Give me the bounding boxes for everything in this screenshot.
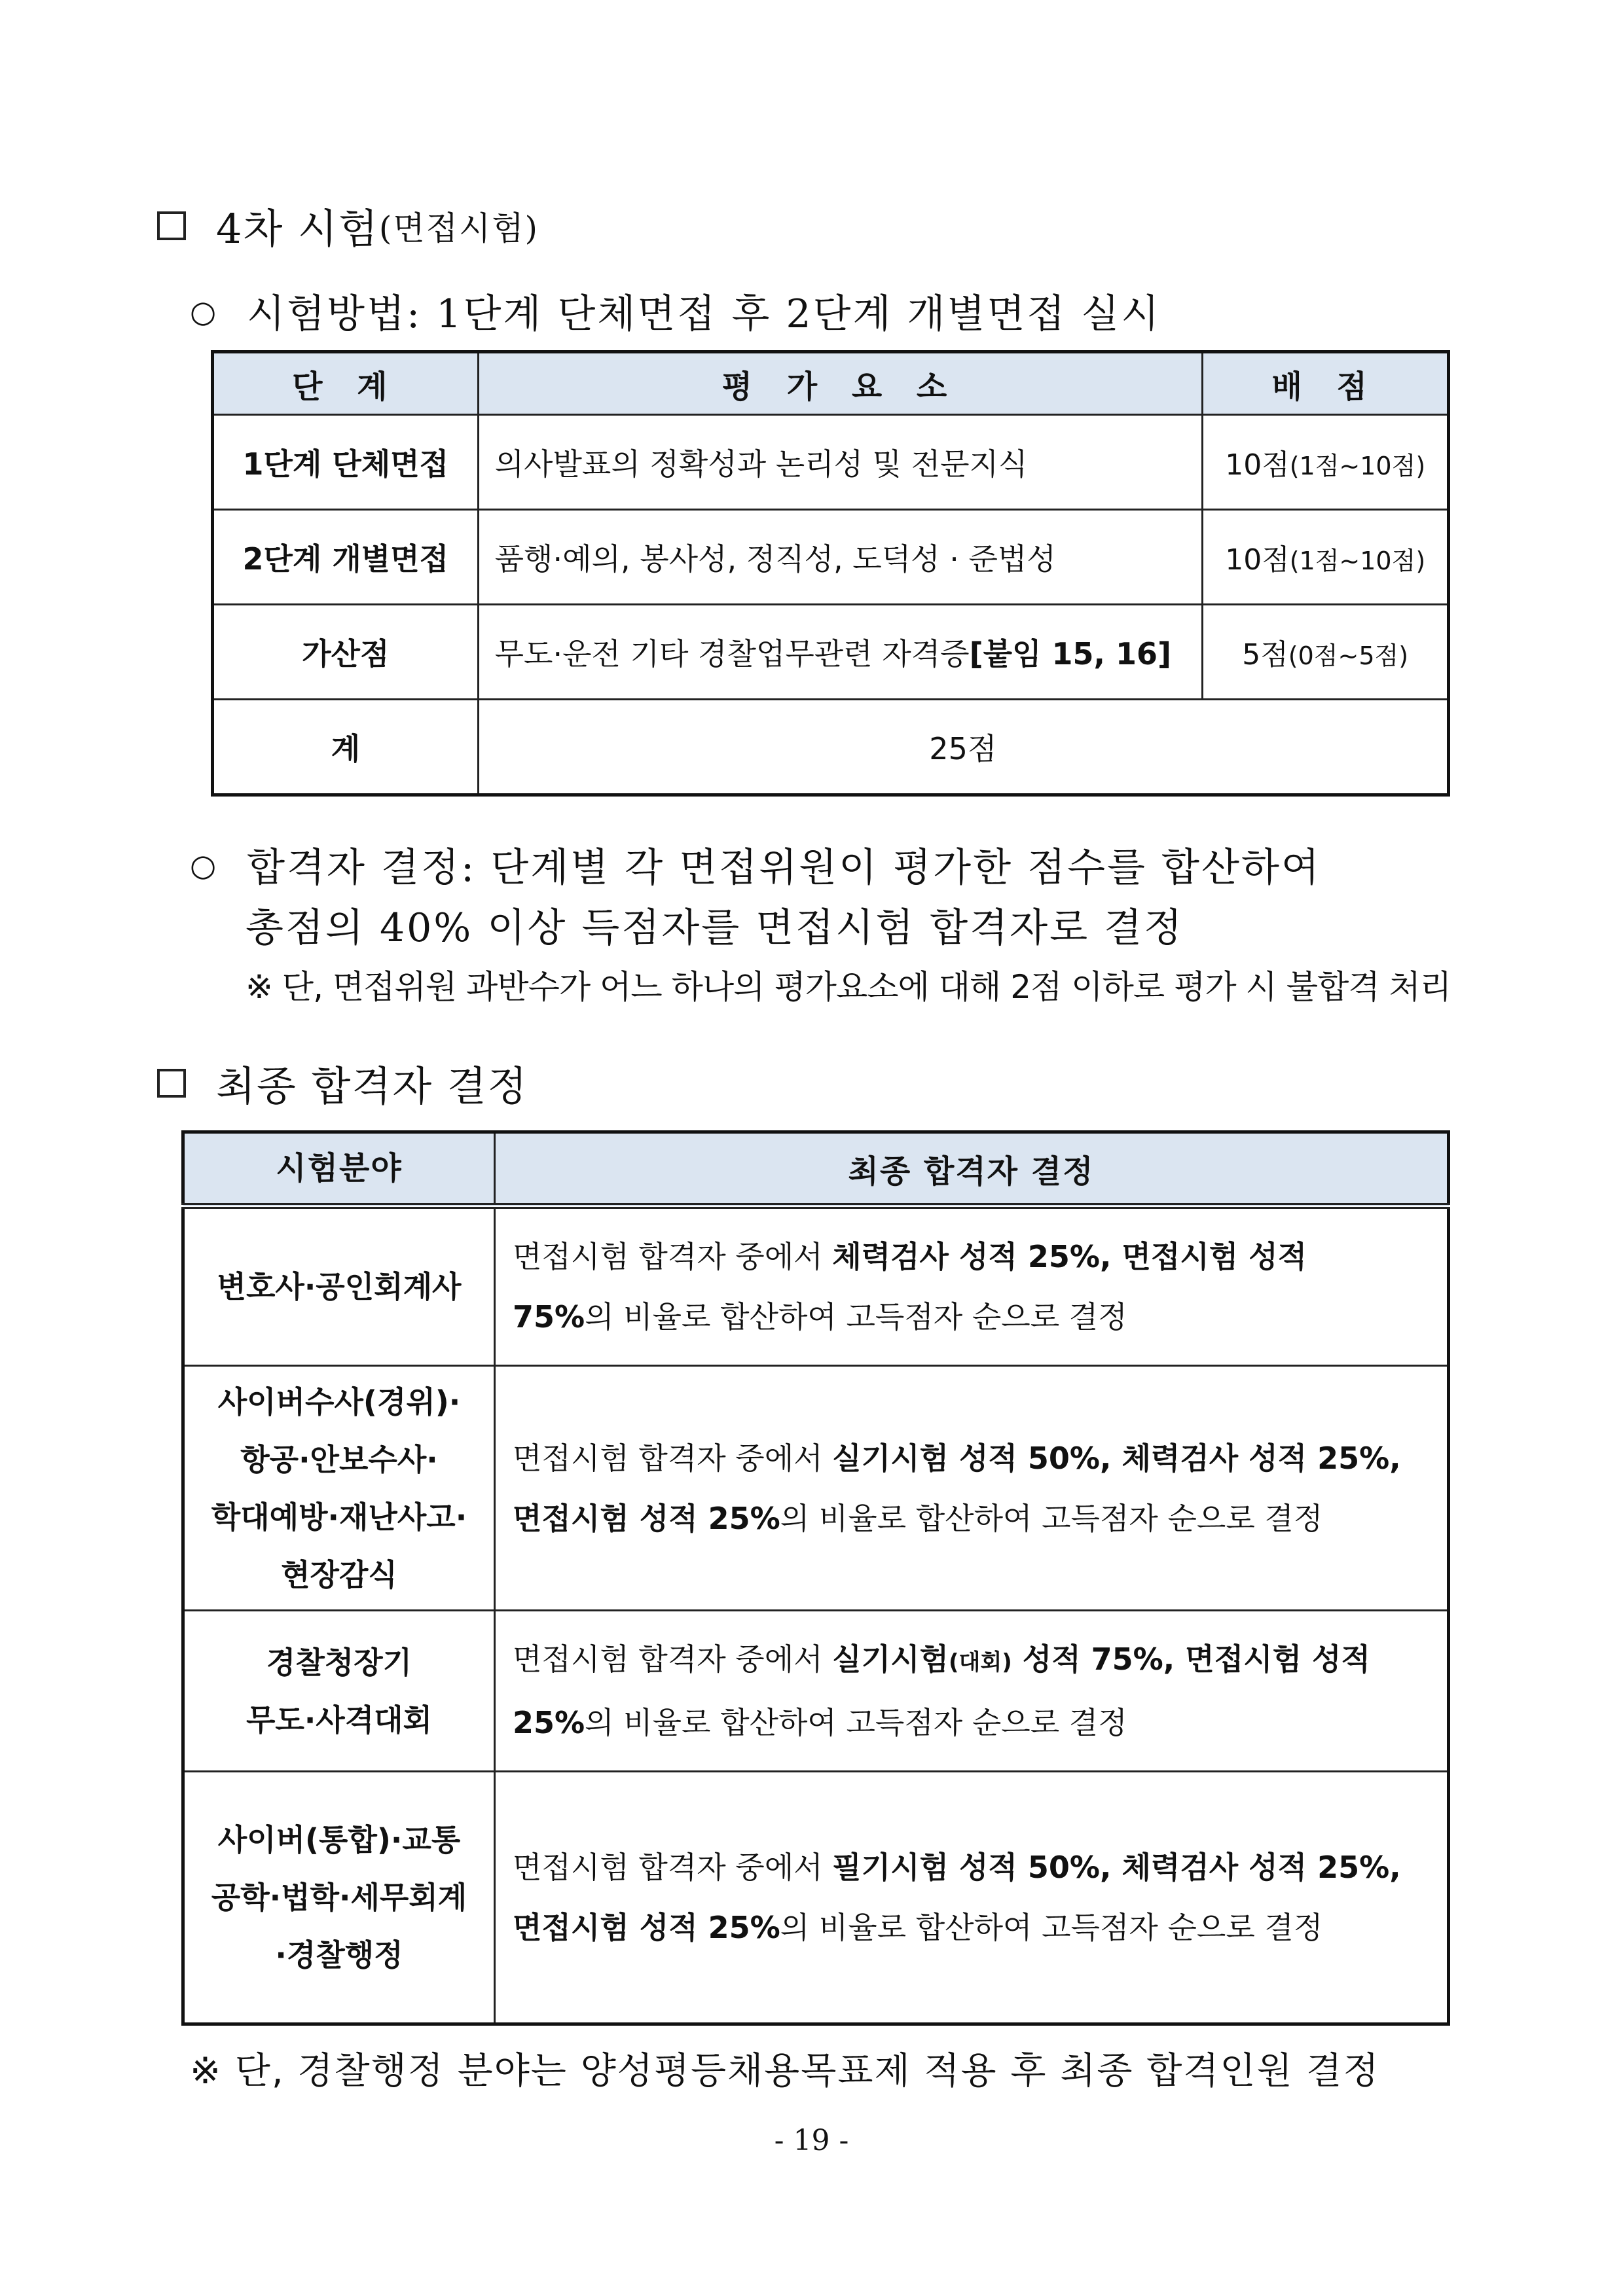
header-stage: 단 계: [213, 352, 479, 415]
stage-cell: 2단계 개별면접: [213, 510, 479, 605]
score-cell: [1203, 510, 1449, 605]
score-range: (0점~5점): [1288, 641, 1409, 670]
exam-method-bullet: [190, 283, 1161, 339]
decision-bold: 면접시험 성적 25%: [513, 1910, 780, 1945]
element-reference: [붙임 15, 16]: [969, 636, 1172, 672]
field-line: 학대예방·재난사고·: [211, 1499, 467, 1535]
field-line: 항공·안보수사·: [240, 1441, 438, 1477]
decision-line1: [513, 1629, 1431, 1693]
table-row: [183, 1366, 1449, 1611]
decision-bold: 25%: [513, 1705, 585, 1740]
table-row: [183, 1772, 1449, 2024]
score-range: (1점~10점): [1289, 547, 1426, 575]
header-field: 시험분야: [183, 1132, 495, 1206]
decision-text: 면접시험 합격자 중에서: [513, 1850, 833, 1885]
element-text: 무도·운전 기타 경찰업무관련 자격증: [494, 636, 970, 672]
decision-cell: [495, 1611, 1449, 1772]
pass-decision-bullet: [190, 836, 1321, 893]
decision-text: 면접시험 합격자 중에서: [513, 1440, 833, 1476]
exam-method-text: 시험방법: 1단계 단체면접 후 2단계 개별면접 실시: [247, 291, 1161, 337]
decision-bold: 실기시험: [832, 1641, 949, 1677]
element-cell: 의사발표의 정확성과 논리성 및 전문지식: [478, 415, 1203, 510]
field-line: 사이버(통합)·교통: [217, 1822, 461, 1857]
decision-text: 의 비율로 합산하여 고득점자 순으로 결정: [585, 1299, 1127, 1335]
pass-decision-line1: 합격자 결정: 단계별 각 면접위원이 평가한 점수를 합산하여: [247, 845, 1321, 891]
page-number: - 19 -: [774, 2124, 849, 2157]
decision-bold: 체력검사 성적 25%, 면접시험 성적: [832, 1239, 1307, 1274]
decision-text: 의 비율로 합산하여 고득점자 순으로 결정: [780, 1910, 1323, 1945]
score-cell: [1203, 415, 1449, 510]
score-range: (1점~10점): [1289, 452, 1426, 480]
total-value: 25점: [478, 700, 1448, 795]
decision-cell: [495, 1366, 1449, 1611]
decision-line2: [513, 1693, 1431, 1753]
decision-line2: [513, 1897, 1431, 1958]
stage-cell: 1단계 단체면접: [213, 415, 479, 510]
header-element: 평 가 요 소: [478, 352, 1203, 415]
score-value: 5점: [1242, 638, 1288, 672]
table-total-row: [213, 700, 1449, 795]
decision-line1: [513, 1227, 1431, 1287]
decision-bold: 75%: [513, 1299, 585, 1335]
decision-line1: [513, 1837, 1431, 1897]
pass-decision-note: ※ 단, 면접위원 과반수가 어느 하나의 평가요소에 대해 2점 이하로 평가 시 불합격 처리: [246, 968, 1451, 1006]
decision-line2: [513, 1287, 1431, 1347]
section-title-paren: (면접시험): [378, 209, 539, 247]
decision-line1: [513, 1428, 1431, 1488]
section-title: 최종 합격자 결정: [216, 1062, 528, 1110]
decision-bold: 면접시험 성적 25%: [513, 1500, 780, 1536]
table-row: [183, 1206, 1449, 1366]
decision-cell: [495, 1772, 1449, 2024]
decision-bold-small: (대회): [948, 1649, 1012, 1676]
element-cell: 품행·예의, 봉사성, 정직성, 도덕성 · 준법성: [478, 510, 1203, 605]
field-line: 현장감식: [281, 1556, 397, 1592]
field-cell: [183, 1366, 495, 1611]
element-cell: [478, 605, 1203, 700]
field-cell: [183, 1772, 495, 2024]
stage-cell: 가산점: [213, 605, 479, 700]
table-row: [213, 510, 1449, 605]
circle-bullet-icon: ○: [190, 848, 219, 883]
circle-bullet-icon: ○: [190, 294, 219, 329]
decision-text: 면접시험 합격자 중에서: [513, 1641, 833, 1677]
section-title: 4차 시험: [216, 205, 379, 253]
field-line: 공학·법학·세무회계: [211, 1880, 467, 1915]
table-header-row: [183, 1132, 1449, 1206]
decision-bold: 성적 75%, 면접시험 성적: [1012, 1641, 1370, 1677]
score-value: 10점: [1225, 448, 1290, 482]
table-header-row: [213, 352, 1449, 415]
score-cell: [1203, 605, 1449, 700]
pass-decision-line2: 총점의 40% 이상 득점자를 면접시험 합격자로 결정: [246, 905, 1184, 951]
field-line: 사이버수사(경위)·: [217, 1384, 461, 1420]
decision-bold: 필기시험 성적 50%, 체력검사 성적 25%,: [832, 1850, 1401, 1885]
field-line: 무도·사격대회: [246, 1702, 433, 1738]
table-row: [183, 1611, 1449, 1772]
field-line: 변호사·공인회계사: [217, 1269, 462, 1304]
total-label: 계: [213, 700, 479, 795]
final-pass-table: [181, 1130, 1450, 2026]
section-heading-final-pass: [157, 1054, 528, 1112]
score-value: 10점: [1225, 543, 1290, 577]
decision-text: 면접시험 합격자 중에서: [513, 1239, 833, 1274]
section-heading-4th-exam: [157, 196, 539, 255]
decision-text: 의 비율로 합산하여 고득점자 순으로 결정: [585, 1705, 1127, 1740]
field-cell: [183, 1206, 495, 1366]
decision-bold: 실기시험 성적 50%, 체력검사 성적 25%,: [832, 1440, 1401, 1476]
checkbox-square-icon: [157, 1069, 186, 1098]
interview-scoring-table: [211, 350, 1450, 797]
decision-text: 의 비율로 합산하여 고득점자 순으로 결정: [780, 1500, 1323, 1536]
decision-line2: [513, 1488, 1431, 1549]
field-line: ·경찰행정: [275, 1937, 403, 1973]
decision-cell: [495, 1206, 1449, 1366]
table-row: [213, 605, 1449, 700]
checkbox-square-icon: [157, 211, 186, 240]
field-cell: [183, 1611, 495, 1772]
bottom-note: ※ 단, 경찰행정 분야는 양성평등채용목표제 적용 후 최종 합격인원 결정: [190, 2050, 1380, 2092]
header-decision: 최종 합격자 결정: [495, 1132, 1449, 1206]
table-row: [213, 415, 1449, 510]
field-line: 경찰청장기: [266, 1644, 412, 1680]
header-score: 배 점: [1203, 352, 1449, 415]
